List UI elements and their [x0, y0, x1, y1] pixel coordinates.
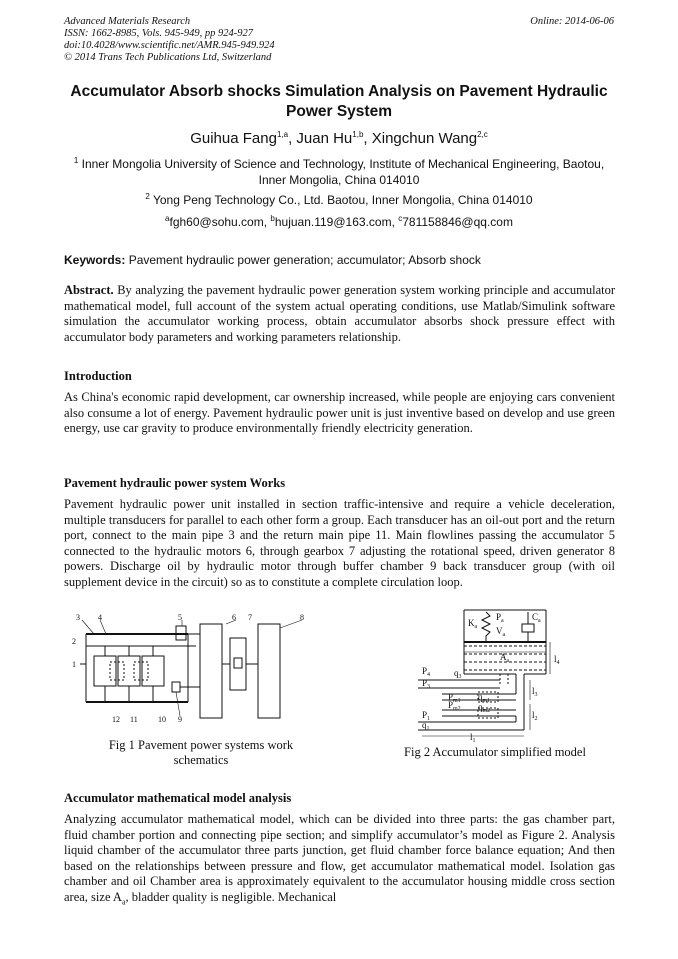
- fig1-number: 3: [76, 613, 80, 622]
- fig1-number: 10: [158, 715, 166, 724]
- label-l3: $l_3$: [532, 686, 538, 698]
- label-qm2: $q_{m2}$: [478, 702, 491, 714]
- label-va: $V_a$: [496, 626, 506, 638]
- label-p3: $P_3$: [422, 678, 431, 690]
- email-link[interactable]: 781158846@qq.com: [402, 215, 513, 229]
- copyright: © 2014 Trans Tech Publications Ltd, Switzerland: [64, 52, 272, 63]
- label-pm2: $P_{m2}$: [448, 700, 461, 712]
- label-l1: $l_1$: [470, 732, 476, 742]
- section-heading-works: Pavement hydraulic power system Works: [64, 476, 286, 490]
- emails: $^a$fgh60@sohu.com, $^b$hujuan.119@163.com, $^c$781158846@qq.com: [165, 214, 513, 229]
- author-name: Xingchun Wang: [371, 130, 478, 147]
- label-p1: $P_1$: [422, 710, 431, 722]
- journal-header: [64, 16, 275, 64]
- fig1-number: 6: [232, 613, 236, 622]
- label-q3: $q_3$: [454, 668, 462, 680]
- fig1-number: 1: [72, 660, 76, 669]
- label-pm1: $P_{m1}$: [448, 692, 461, 704]
- authors: Guihua Fang$^{1,a}$, Juan Hu$^{1,b}$, Xingchun Wang$^{2,c}$: [190, 130, 488, 147]
- journal-name: Advanced Materials Research: [64, 16, 191, 27]
- label-ca: $C_a$: [532, 612, 541, 624]
- fig1-schematic: [66, 612, 326, 726]
- abstract: Abstract. By analyzing the pavement hydraulic power generation system working principle and accumulator mathematical model, full account of the system actual operating conditions, use Matlab/Simulink software simulation the accumulator working process, obtain accumulator absorbs shock pressure effect with accumulator body parameters and working parameters relationship.: [64, 283, 615, 344]
- introduction-text: As China's economic rapid development, car ownership increased, while people are enjoying cars convenient also consume a lot of energy. Pavement hydraulic power unit is just inventive based on develop and use green energy, use car gravity to produce environmentally friendly electricity generation.: [64, 390, 615, 435]
- label-pa: $P_a$: [496, 612, 504, 624]
- keywords: Keywords: Pavement hydraulic power generation; accumulator; Absorb shock: [64, 253, 481, 267]
- label-ka: $K_a$: [468, 618, 478, 630]
- fig1-number: 2: [72, 637, 76, 646]
- label-p4: $P_4$: [422, 666, 431, 678]
- section-heading-introduction: Introduction: [64, 369, 132, 383]
- affiliation-2: $^2$ Yong Peng Technology Co., Ltd. Baotou, Inner Mongolia, China 014010: [145, 192, 533, 207]
- fig2-caption: Fig 2 Accumulator simplified model: [404, 745, 586, 759]
- doi: doi:10.4028/www.scientific.net/AMR.945-949.924: [64, 40, 275, 51]
- online-date: Online: 2014-06-06: [530, 16, 614, 27]
- fig1-number: 4: [98, 613, 102, 622]
- fig1-number: 12: [112, 715, 120, 724]
- label-aa: $A_a$: [500, 652, 510, 664]
- paper-title: Accumulator Absorb shocks Simulation Analysis on Pavement Hydraulic Power System: [70, 83, 608, 120]
- issn: ISSN: 1662-8985, Vols. 945-949, pp 924-927: [64, 28, 253, 39]
- fig1-number: 11: [130, 715, 138, 724]
- works-text: Pavement hydraulic power unit installed in section traffic-intensive and require a vehicle deceleration, multiple transducers for parallel to each other form a group. Each transducer has an oil-out port and the return port, connect to the main pipe 3 and the return main pipe 11. Main flowlines passing the accumulator 5 connected to the hydraulic motors 6, through gearbox 7 adjusting the rotational speed, driven generator 8 powers. Discharge oil by hydraulic motor through buffer chamber 9 back transducer group (with oil supplement device in the circuit) so as to constitute a complete circulation loop.: [64, 497, 615, 589]
- author-name: Juan Hu: [296, 130, 353, 147]
- label-qm1: $q_{m1}$: [478, 692, 491, 704]
- model-text: Analyzing accumulator mathematical model, which can be divided into three parts: the gas chamber part, fluid chamber portion and connecting pipe section; and simplify accumulator’s model as Figure 2. Analysis liquid chamber of the accumulator three parts junction, get fluid chamber force balance equation; And then based on the relationships between pressure and flow, get accumulator mathematical model. Isolation gas chamber and oil Chamber area is approximately equivalent to the accumulator housing middle cross section area, size $A_a$, bladder quality is negligible. Mechanical: [64, 812, 615, 906]
- label-q1: $q_1$: [422, 720, 430, 732]
- affiliation-1: $^1$ Inner Mongolia University of Science and Technology, Institute of Mechanical Engineering, Baotou, Inner Mongolia, China 014010: [73, 156, 605, 187]
- fig1-number: 9: [178, 715, 182, 724]
- fig1-number: 5: [178, 613, 182, 622]
- email-link[interactable]: hujuan.119@163.com: [274, 215, 392, 229]
- email-link[interactable]: fgh60@sohu.com: [169, 215, 264, 229]
- fig1-number: 8: [300, 613, 304, 622]
- section-heading-model: Accumulator mathematical model analysis: [64, 791, 292, 805]
- author-name: Guihua Fang: [190, 130, 277, 147]
- label-l2: $l_2$: [532, 710, 538, 722]
- fig1-caption: Fig 1 Pavement power systems work schematics: [108, 738, 294, 767]
- label-l4: $l_4$: [554, 654, 560, 666]
- fig1-number: 7: [248, 613, 252, 622]
- fig2-accumulator-model: [418, 608, 570, 742]
